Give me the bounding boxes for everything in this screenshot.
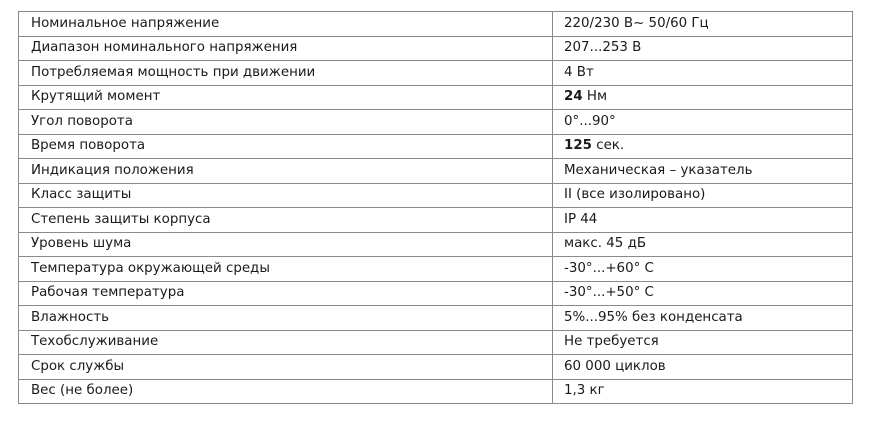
table-row — [19, 281, 853, 306]
param-value: Механическая – указатель — [553, 159, 853, 184]
table-row — [19, 85, 853, 110]
param-name: Номинальное напряжение — [19, 12, 553, 37]
param-value: 220/230 В~ 50/60 Гц — [553, 12, 853, 37]
param-name: Время поворота — [19, 134, 553, 159]
param-name: Угол поворота — [19, 110, 553, 135]
param-value: IP 44 — [553, 208, 853, 233]
spec-table — [18, 11, 853, 404]
table-row — [19, 208, 853, 233]
param-value: 207...253 В — [553, 36, 853, 61]
param-name: Диапазон номинального напряжения — [19, 36, 553, 61]
table-row — [19, 232, 853, 257]
param-name: Потребляемая мощность при движении — [19, 61, 553, 86]
param-value — [553, 134, 853, 159]
table-row — [19, 134, 853, 159]
param-value: II (все изолировано) — [553, 183, 853, 208]
table-row — [19, 355, 853, 380]
value-bold-part: 125 — [564, 138, 592, 154]
param-name: Крутящий момент — [19, 85, 553, 110]
table-row — [19, 379, 853, 404]
param-name: Вес (не более) — [19, 379, 553, 404]
value-unit: Нм — [582, 89, 608, 105]
table-row — [19, 159, 853, 184]
param-name: Рабочая температура — [19, 281, 553, 306]
param-name: Индикация положения — [19, 159, 553, 184]
value-bold-part: 24 — [564, 89, 583, 105]
param-name: Степень защиты корпуса — [19, 208, 553, 233]
table-row — [19, 61, 853, 86]
table-row — [19, 183, 853, 208]
param-name: Температура окружающей среды — [19, 257, 553, 282]
table-row — [19, 306, 853, 331]
table-row — [19, 257, 853, 282]
param-name: Срок службы — [19, 355, 553, 380]
param-value — [553, 85, 853, 110]
param-name: Уровень шума — [19, 232, 553, 257]
param-value: -30°...+50° С — [553, 281, 853, 306]
param-value: макс. 45 дБ — [553, 232, 853, 257]
param-value: Не требуется — [553, 330, 853, 355]
param-name: Влажность — [19, 306, 553, 331]
param-name: Класс защиты — [19, 183, 553, 208]
param-value: 4 Вт — [553, 61, 853, 86]
table-row — [19, 330, 853, 355]
value-unit: сек. — [591, 138, 625, 154]
param-value: 0°...90° — [553, 110, 853, 135]
param-value: 1,3 кг — [553, 379, 853, 404]
param-name: Техобслуживание — [19, 330, 553, 355]
table-row — [19, 12, 853, 37]
param-value: 5%...95% без конденсата — [553, 306, 853, 331]
param-value: -30°...+60° С — [553, 257, 853, 282]
table-row — [19, 36, 853, 61]
table-row — [19, 110, 853, 135]
param-value: 60 000 циклов — [553, 355, 853, 380]
